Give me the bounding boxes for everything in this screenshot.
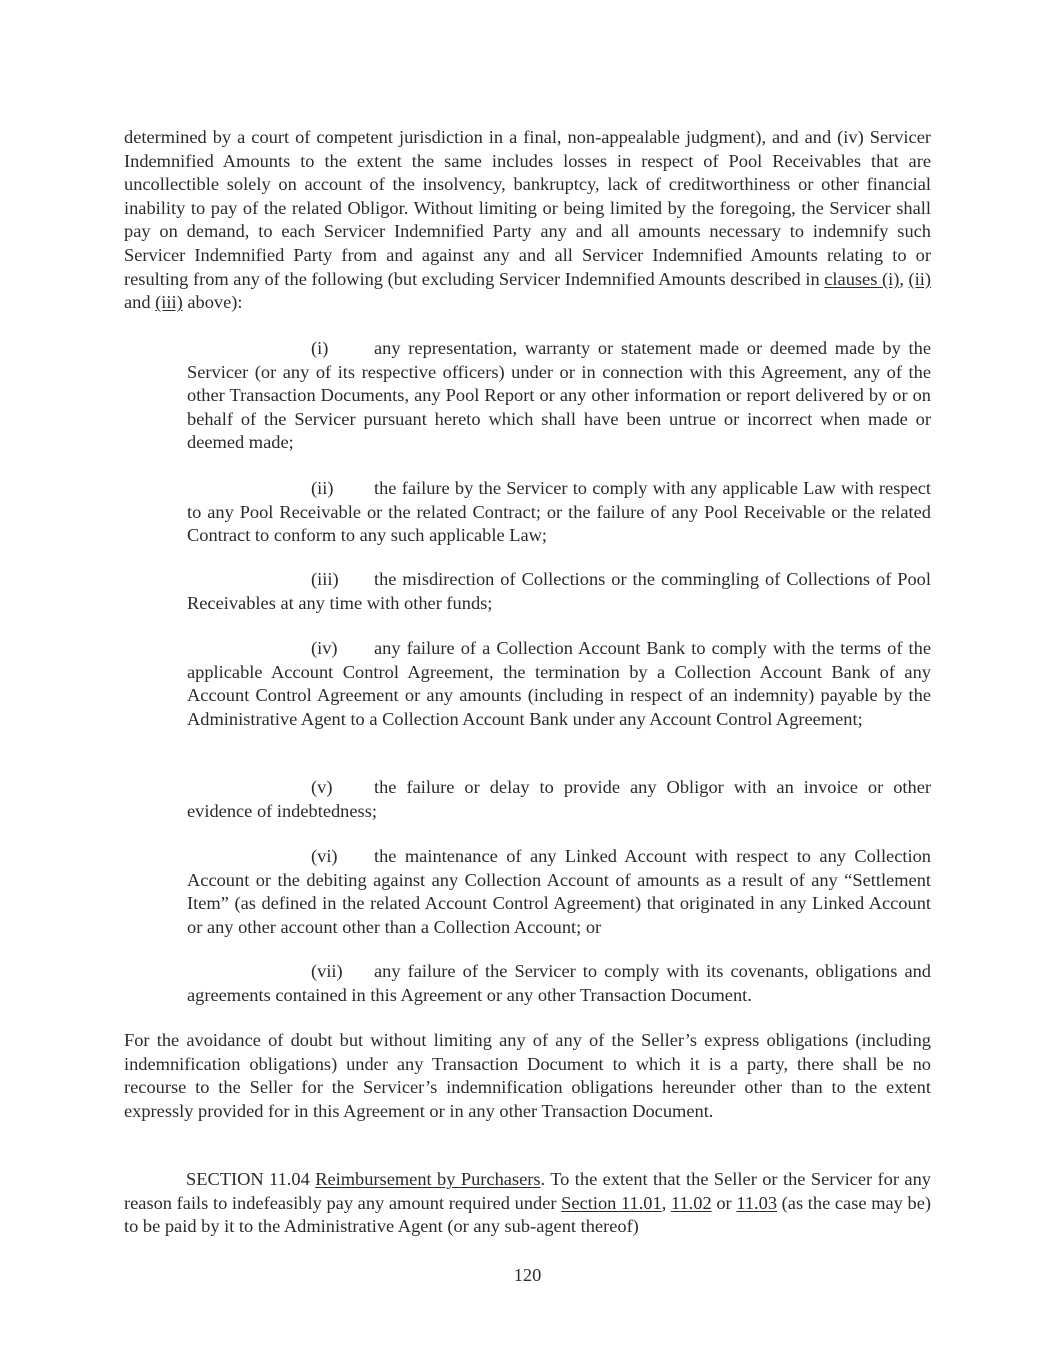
clause-number: (vii) xyxy=(311,961,343,981)
clause-number: (iv) xyxy=(311,638,338,658)
section-reference-11-03: 11.03 xyxy=(736,1192,778,1213)
avoidance-of-doubt-paragraph: For the avoidance of doubt but without limiting any of any of the Seller’s express obligations (including indemnification obligations) under any Transaction Document to which it is a party, there shall be no recourse to the Seller for the Servicer’s indemnification obligations hereunder other than to the extent expressly provided for in this Agreement or in any other Transaction Document. xyxy=(124,1030,931,1121)
clause-text: any representation, warranty or statement made or deemed made by the Servicer (or any of its respective officers) under or in connection with this Agreement, any of the other Transaction Documents, any Pool Report or any other information or report delivered by or on behalf of the Servicer pursuant hereto which shall have been untrue or incorrect when made or deemed made; xyxy=(187,338,931,453)
section-11-04-paragraph: SECTION 11.04 Reimbursement by Purchasers. To the extent that the Seller or the Servicer for any reason fails to indefeasibly pay any amount required under Section 11.01, 11.02 or 11.03 (as the case may be) to be paid by it to the Administrative Agent (or any sub-agent thereof) xyxy=(124,1169,932,1237)
clause-number: (vi) xyxy=(311,846,338,866)
page-number: 120 xyxy=(513,1265,542,1285)
section-reference-11-02: 11.02 xyxy=(670,1192,712,1213)
indemnification-paragraph: determined by a court of competent jurisdiction in a final, non-appealable judgment), and and (iv) Servicer Indemnified Amounts to the extent the same includes losses in respect of Pool Receivables that are uncollectible solely on account of the insolvency, bankruptcy, lack of creditworthiness or other financial inability to pay of the related Obligor. Without limiting or being limited by the foregoing, the Servicer shall pay on demand, to each Servicer Indemnified Party any and all amounts necessary to indemnify such Servicer Indemnified Party from and against any and all Servicer Indemnified Amounts relating to or resulting from any of the following (but excluding Servicer Indemnified Amounts described in clauses (i), (ii) and (iii) above): xyxy=(124,127,932,313)
clause-iv xyxy=(187,637,931,731)
section-title: Reimbursement by Purchasers xyxy=(315,1169,541,1189)
clause-vii xyxy=(187,960,931,1007)
clause-text: any failure of a Collection Account Bank to comply with the terms of the applicable Account Control Agreement, the termination by a Collection Account Bank of any Account Control Agreement or any amounts (including in respect of an indemnity) payable by the Administrative Agent to a Collection Account Bank under any Account Control Agreement; xyxy=(187,638,931,729)
clause-number: (i) xyxy=(311,338,329,358)
clause-number: (ii) xyxy=(311,478,334,498)
clause-text: the failure or delay to provide any Obligor with an invoice or other evidence of indebtedness; xyxy=(187,777,931,821)
section-number: SECTION 11.04 xyxy=(186,1169,310,1189)
clause-reference-i: clauses (i) xyxy=(824,268,900,289)
clause-text: the maintenance of any Linked Account with respect to any Collection Account or the debiting against any Collection Account of amounts as a result of any “Settlement Item” (as defined in the related Account Control Agreement) that originated in any Linked Account or any other account other than a Collection Account; or xyxy=(187,846,931,937)
section-reference-11-01: Section 11.01 xyxy=(561,1192,662,1213)
clause-number: (v) xyxy=(311,777,333,797)
clause-number: (iii) xyxy=(311,569,339,589)
clause-reference-iii: (iii) xyxy=(155,292,183,313)
clause-text: the failure by the Servicer to comply with any applicable Law with respect to any Pool Receivable or the related Contract; or the failure of any Pool Receivable or the related Contract to conform to any such applicable Law; xyxy=(187,478,931,546)
clause-i xyxy=(187,337,931,455)
clause-ii xyxy=(187,477,931,548)
clause-iii xyxy=(187,568,931,615)
clause-text: any failure of the Servicer to comply with its covenants, obligations and agreements contained in this Agreement or any other Transaction Document. xyxy=(187,961,931,1005)
clause-vi xyxy=(187,845,931,939)
paragraph-text: determined by a court of competent jurisdiction in a final, non-appealable judgment), and and (iv) Servicer Indemnified Amounts to the extent the same includes losses in respect of Pool Receivables that are uncollectible solely on account of the insolvency, bankruptcy, lack of creditworthiness or other financial inability to pay of the related Obligor. Without limiting or being limited by the foregoing, the Servicer shall pay on demand, to each Servicer Indemnified Party any and all amounts necessary to indemnify such Servicer Indemnified Party from and against any and all Servicer Indemnified Amounts relating to or resulting from any of the following (but excluding Servicer Indemnified Amounts described in xyxy=(124,127,931,289)
clause-text: the misdirection of Collections or the commingling of Collections of Pool Receivables at any time with other funds; xyxy=(187,569,931,613)
clause-v xyxy=(187,776,931,823)
clause-reference-ii: (ii) xyxy=(908,268,932,289)
